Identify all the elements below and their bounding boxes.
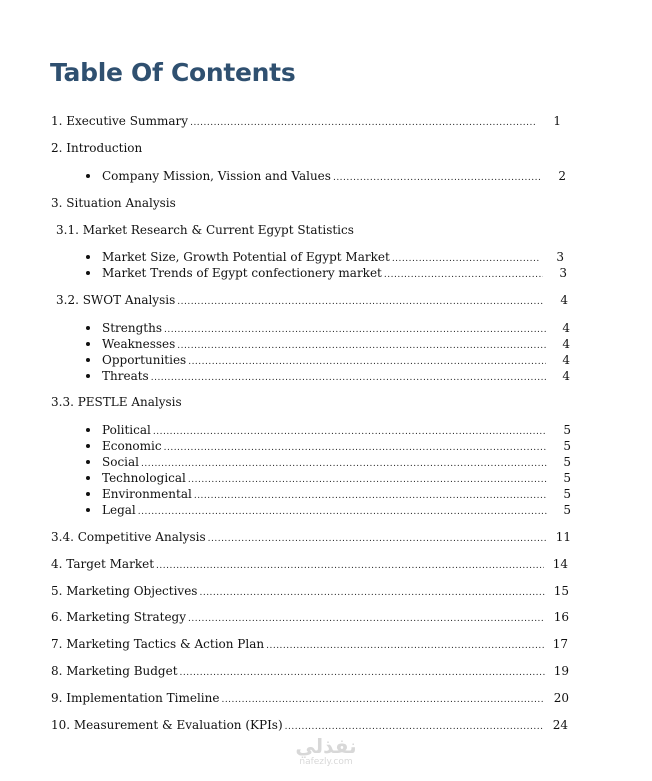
toc-entry-executive-summary[interactable] xyxy=(51,113,561,129)
toc-page-number: 4 xyxy=(562,337,570,351)
dot-leader xyxy=(156,558,544,574)
dot-leader xyxy=(333,170,542,186)
toc-entry-label: Legal xyxy=(102,503,136,517)
toc-entry-measurement-evaluation[interactable] xyxy=(51,717,568,733)
bullet-icon xyxy=(86,374,90,378)
toc-entry-label: Technological xyxy=(102,471,186,485)
toc-entry-marketing-tactics[interactable] xyxy=(51,636,568,652)
dot-leader xyxy=(138,504,547,520)
toc-entry-technological[interactable] xyxy=(102,470,571,486)
toc-page-number: 17 xyxy=(552,637,568,651)
toc-entry-label: Economic xyxy=(102,439,162,453)
bullet-icon xyxy=(86,174,90,178)
toc-entry-label: Market Size, Growth Potential of Egypt Market xyxy=(102,250,390,264)
toc-entry-marketing-strategy[interactable] xyxy=(51,609,569,625)
toc-page-number: 16 xyxy=(553,610,569,624)
dot-leader xyxy=(177,294,544,310)
bullet-icon xyxy=(86,255,90,259)
watermark-latin: nafezly.com xyxy=(299,757,353,767)
toc-entry-label: 9. Implementation Timeline xyxy=(51,691,220,705)
toc-page-number: 14 xyxy=(552,557,568,571)
toc-entry-market-size[interactable] xyxy=(102,249,564,265)
toc-page-number: 11 xyxy=(555,530,571,544)
toc-entry-label: 7. Marketing Tactics & Action Plan xyxy=(51,637,265,651)
toc-entry-label: 4. Target Market xyxy=(51,557,155,571)
bullet-icon xyxy=(86,358,90,362)
toc-page-number: 15 xyxy=(553,584,569,598)
dot-leader xyxy=(180,665,545,681)
toc-page-number: 2 xyxy=(558,169,566,183)
toc-page-number: 5 xyxy=(563,455,571,469)
toc-entry-label: Threats xyxy=(102,369,149,383)
toc-entry-competitive-analysis[interactable] xyxy=(51,529,571,545)
toc-page-number: 5 xyxy=(563,439,571,453)
dot-leader xyxy=(188,611,545,627)
toc-heading-market-research[interactable]: 3.1. Market Research & Current Egypt Statistics xyxy=(56,223,354,237)
toc-entry-label: Environmental xyxy=(102,487,192,501)
toc-page-number: 19 xyxy=(553,664,569,678)
toc-entry-label: 10. Measurement & Evaluation (KPIs) xyxy=(51,718,283,732)
toc-entry-label: 8. Marketing Budget xyxy=(51,664,178,678)
toc-page-number: 24 xyxy=(552,718,568,732)
toc-entry-legal[interactable] xyxy=(102,502,571,518)
page-title: Table Of Contents xyxy=(50,58,296,87)
toc-page-number: 3 xyxy=(556,250,564,264)
bullet-icon xyxy=(86,271,90,275)
toc-entry-label: Market Trends of Egypt confectionery market xyxy=(102,266,382,280)
toc-entry-label: 5. Marketing Objectives xyxy=(51,584,198,598)
toc-page-number: 4 xyxy=(562,321,570,335)
toc-entry-target-market[interactable] xyxy=(51,556,568,572)
dot-leader xyxy=(384,267,543,283)
toc-entry-label: Company Mission, Vission and Values xyxy=(102,169,331,183)
toc-page-number: 20 xyxy=(553,691,569,705)
toc-page-number: 4 xyxy=(562,369,570,383)
toc-entry-label: Strengths xyxy=(102,321,162,335)
dot-leader xyxy=(151,370,546,386)
toc-entry-marketing-objectives[interactable] xyxy=(51,583,569,599)
toc-entry-strengths[interactable] xyxy=(102,320,570,336)
toc-entry-environmental[interactable] xyxy=(102,486,571,502)
toc-entry-label: Weaknesses xyxy=(102,337,176,351)
dot-leader xyxy=(285,719,544,735)
toc-page-number: 3 xyxy=(559,266,567,280)
toc-entry-company-mission[interactable] xyxy=(102,168,566,184)
dot-leader xyxy=(221,692,545,708)
toc-entry-political[interactable] xyxy=(102,422,571,438)
toc-page-number: 5 xyxy=(563,487,571,501)
dot-leader xyxy=(266,638,544,654)
toc-entry-social[interactable] xyxy=(102,454,571,470)
toc-entry-weaknesses[interactable] xyxy=(102,336,570,352)
toc-entry-label: 6. Marketing Strategy xyxy=(51,610,187,624)
bullet-icon xyxy=(86,460,90,464)
toc-entry-label: 3.2. SWOT Analysis xyxy=(56,293,176,307)
toc-page-number: 4 xyxy=(560,293,568,307)
toc-entry-label: Political xyxy=(102,423,151,437)
toc-heading-situation-analysis[interactable]: 3. Situation Analysis xyxy=(51,196,176,210)
bullet-icon xyxy=(86,326,90,330)
bullet-icon xyxy=(86,492,90,496)
dot-leader xyxy=(199,585,545,601)
toc-page-number: 5 xyxy=(563,423,571,437)
toc-entry-opportunities[interactable] xyxy=(102,352,570,368)
toc-heading-introduction[interactable]: 2. Introduction xyxy=(51,141,143,155)
toc-entry-threats[interactable] xyxy=(102,368,570,384)
toc-page-number: 5 xyxy=(563,471,571,485)
watermark-arabic: نفذلي xyxy=(295,734,357,758)
toc-entry-label: Social xyxy=(102,455,139,469)
toc-page-number: 4 xyxy=(562,353,570,367)
bullet-icon xyxy=(86,508,90,512)
toc-entry-implementation-timeline[interactable] xyxy=(51,690,569,706)
toc-entry-marketing-budget[interactable] xyxy=(51,663,569,679)
dot-leader xyxy=(190,115,537,131)
toc-entry-swot-analysis[interactable] xyxy=(56,292,568,308)
toc-page-number: 5 xyxy=(563,503,571,517)
bullet-icon xyxy=(86,428,90,432)
toc-entry-label: 3.4. Competitive Analysis xyxy=(51,530,206,544)
toc-entry-label: 1. Executive Summary xyxy=(51,114,189,128)
toc-page-number: 1 xyxy=(553,114,561,128)
bullet-icon xyxy=(86,342,90,346)
watermark-logo xyxy=(286,735,366,767)
toc-heading-pestle-analysis[interactable]: 3.3. PESTLE Analysis xyxy=(51,395,182,409)
bullet-icon xyxy=(86,476,90,480)
toc-entry-label: Opportunities xyxy=(102,353,187,367)
toc-entry-economic[interactable] xyxy=(102,438,571,454)
dot-leader xyxy=(208,531,547,547)
toc-entry-market-trends[interactable] xyxy=(102,265,567,281)
bullet-icon xyxy=(86,444,90,448)
